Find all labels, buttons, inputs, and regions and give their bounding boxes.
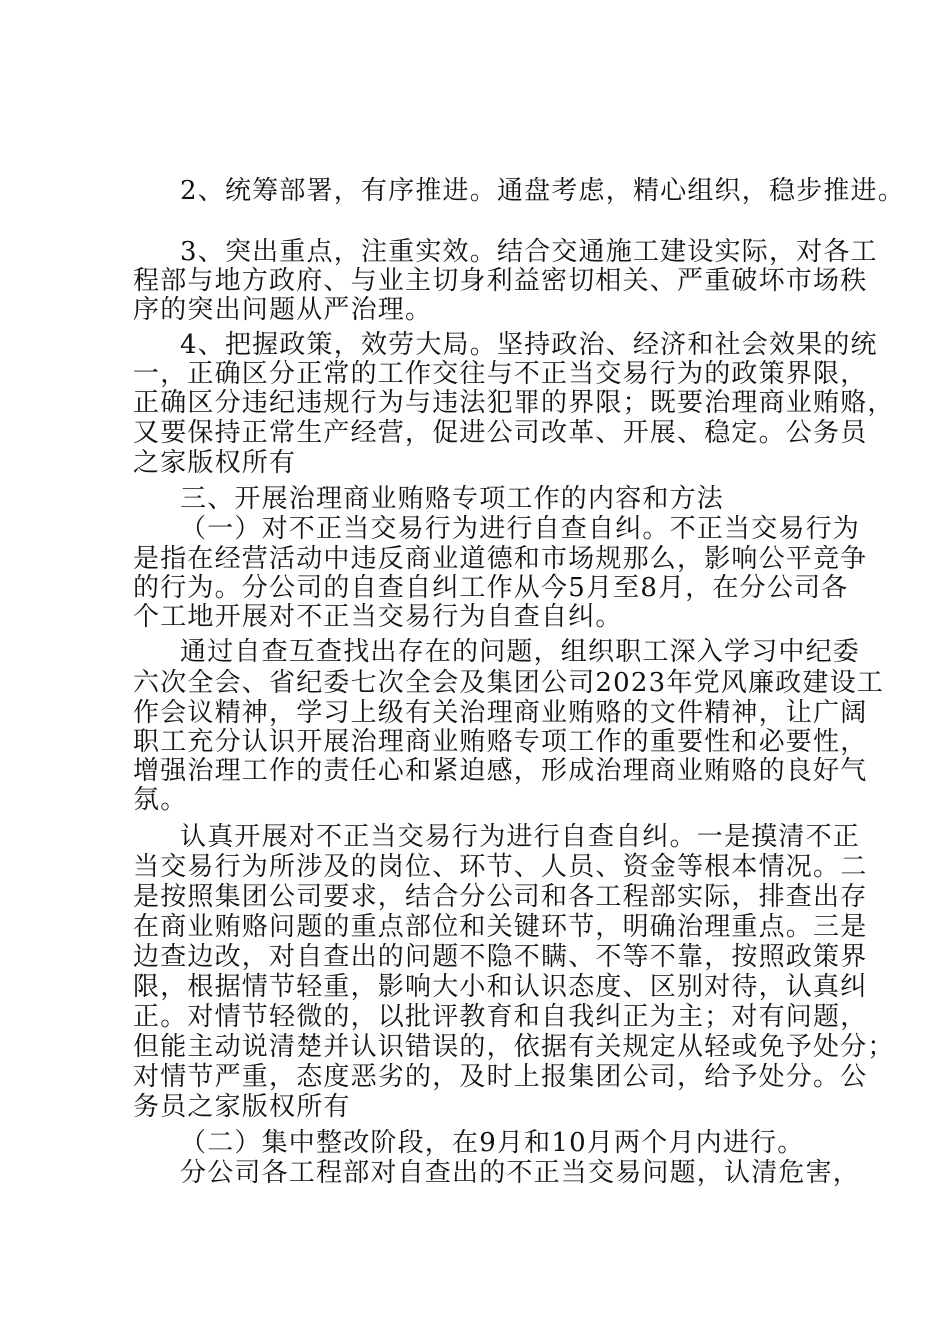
paragraph-line: 2、统筹部署，有序推进。通盘考虑，精心组织，稳步推进。 xyxy=(180,176,905,206)
paragraph-line: 的行为。分公司的自查自纠工作从今5月至8月，在分公司各 xyxy=(133,573,849,603)
paragraph-line: 职工充分认识开展治理商业贿赂专项工作的重要性和必要性， xyxy=(133,727,868,757)
paragraph-line: 4、把握政策，效劳大局。坚持政治、经济和社会效果的统 xyxy=(180,330,878,360)
paragraph-line: 分公司各工程部对自查出的不正当交易问题，认清危害， xyxy=(180,1158,861,1188)
paragraph-line: 正。对情节轻微的，以批评教育和自我纠正为主；对有问题， xyxy=(133,1002,868,1032)
paragraph-line: 又要保持正常生产经营，促进公司改革、开展、稳定。公务员 xyxy=(133,418,868,448)
paragraph-line: 认真开展对不正当交易行为进行自查自纠。一是摸清不正 xyxy=(180,822,861,852)
paragraph-line: 务员之家版权所有 xyxy=(133,1092,351,1122)
paragraph-line: 当交易行为所涉及的岗位、环节、人员、资金等根本情况。二 xyxy=(133,852,868,882)
paragraph-line: 正确区分违纪违规行为与违法犯罪的界限；既要治理商业贿赂， xyxy=(133,388,895,418)
paragraph-line: 增强治理工作的责任心和紧迫感，形成治理商业贿赂的良好气 xyxy=(133,756,868,786)
paragraph-line: （二）集中整改阶段，在9月和10月两个月内进行。 xyxy=(180,1128,805,1158)
paragraph-line: 一，正确区分正常的工作交往与不正当交易行为的政策界限， xyxy=(133,359,868,389)
paragraph-line: 但能主动说清楚并认识错误的，依据有关规定从轻或免予处分； xyxy=(133,1032,895,1062)
section-heading: 三、开展治理商业贿赂专项工作的内容和方法 xyxy=(180,484,725,514)
paragraph-line: 程部与地方政府、与业主切身利益密切相关、严重破坏市场秩 xyxy=(133,266,868,296)
paragraph-line: 之家版权所有 xyxy=(133,448,297,478)
paragraph-line: 3、突出重点，注重实效。结合交通施工建设实际，对各工 xyxy=(180,237,878,267)
paragraph-line: 通过自查互查找出存在的问题，组织职工深入学习中纪委 xyxy=(180,637,861,667)
paragraph-line: 是按照集团公司要求，结合分公司和各工程部实际，排查出存 xyxy=(133,882,868,912)
paragraph-line: 作会议精神，学习上级有关治理商业贿赂的文件精神，让广阔 xyxy=(133,698,868,728)
paragraph-line: 限，根据情节轻重，影响大小和认识态度、区别对待，认真纠 xyxy=(133,972,868,1002)
paragraph-line: 边查边改，对自查出的问题不隐不瞒、不等不靠，按照政策界 xyxy=(133,942,868,972)
paragraph-line: 个工地开展对不正当交易行为自查自纠。 xyxy=(133,602,623,632)
paragraph-line: 在商业贿赂问题的重点部位和关键环节，明确治理重点。三是 xyxy=(133,912,868,942)
paragraph-line: （一）对不正当交易行为进行自查自纠。不正当交易行为 xyxy=(180,514,861,544)
paragraph-line: 氛。 xyxy=(133,785,188,815)
paragraph-line: 序的突出问题从严治理。 xyxy=(133,295,433,325)
paragraph-line: 对情节严重，态度恶劣的，及时上报集团公司，给予处分。公 xyxy=(133,1062,868,1092)
paragraph-line: 是指在经营活动中违反商业道德和市场规那么，影响公平竞争 xyxy=(133,544,868,574)
paragraph-line: 六次全会、省纪委七次全会及集团公司2023年党风廉政建设工 xyxy=(133,668,884,698)
